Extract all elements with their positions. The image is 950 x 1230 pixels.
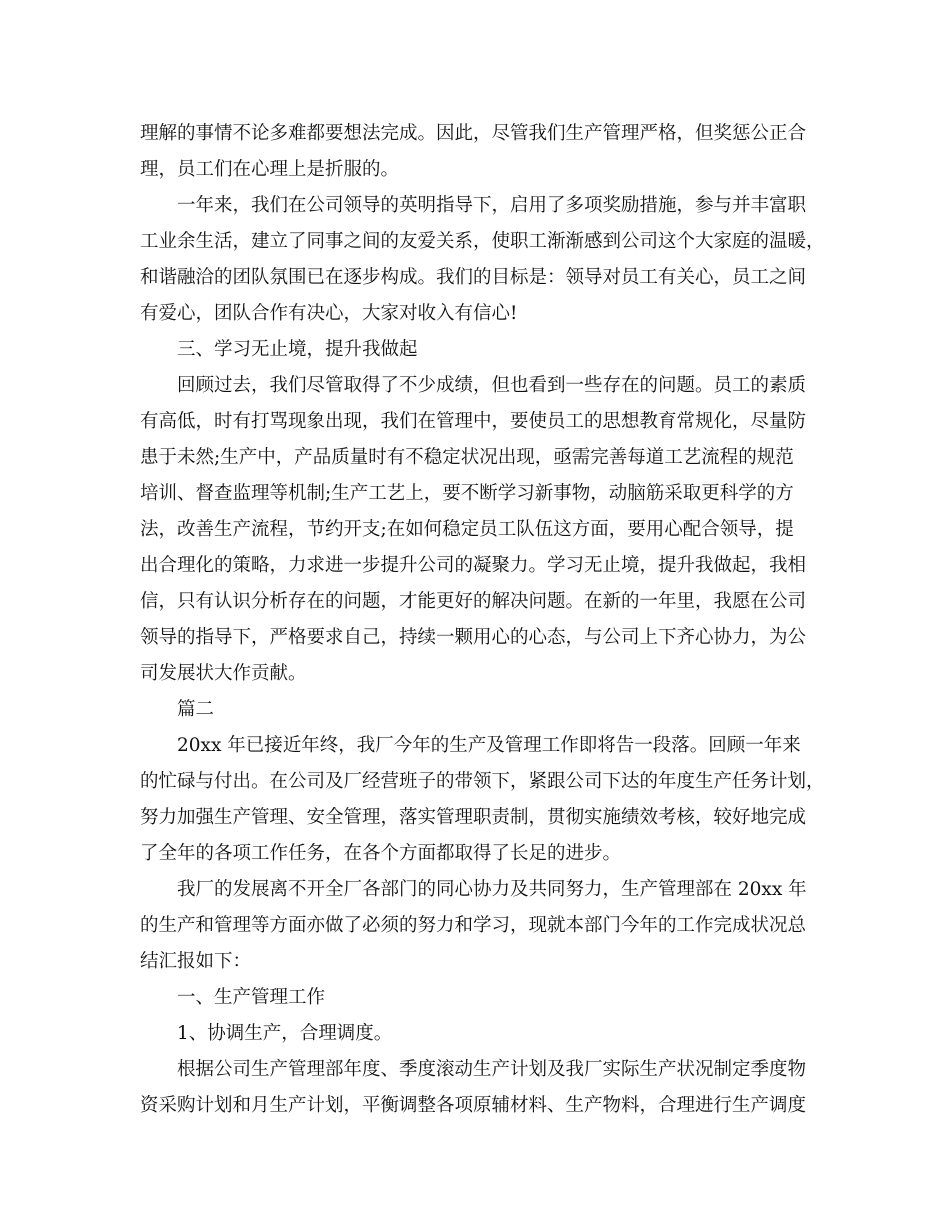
text-line: 患于未然;生产中，产品质量时有不稳定状况出现，亟需完善每道工艺流程的规范 bbox=[140, 447, 794, 468]
chapter-heading: 篇二 bbox=[177, 699, 215, 720]
section-heading: 一、生产管理工作 bbox=[177, 987, 326, 1008]
text-line: 和谐融洽的团队氛围已在逐步构成。我们的目标是：领导对员工有关心，员工之间 bbox=[140, 267, 807, 288]
text-line: 结汇报如下： bbox=[140, 951, 252, 972]
subsection-heading: 1、协调生产，合理调度。 bbox=[177, 1023, 393, 1044]
text-line: 资采购计划和月生产计划，平衡调整各项原辅材料、生产物料，合理进行生产调度 bbox=[140, 1095, 807, 1116]
text-line: 有爱心，团队合作有决心，大家对收入有信心! bbox=[140, 303, 518, 324]
paragraph-start-line: 20xx 年已接近年终，我厂今年的生产及管理工作即将告一段落。回顾一年来 bbox=[177, 735, 801, 756]
text-line: 培训、督查监理等机制;生产工艺上，要不断学习新事物，动脑筋采取更科学的方 bbox=[140, 483, 794, 504]
text-line: 理解的事情不论多难都要想法完成。因此，尽管我们生产管理严格，但奖惩公正合 bbox=[140, 123, 807, 144]
text-line: 努力加强生产管理、安全管理，落实管理职责制，贯彻实施绩效考核，较好地完成 bbox=[140, 807, 807, 828]
text-line: 出合理化的策略，力求进一步提升公司的凝聚力。学习无止境，提升我做起，我相 bbox=[140, 555, 807, 576]
text-line: 司发展状大作贡献。 bbox=[140, 663, 307, 684]
paragraph-start-line: 我厂的发展离不开全厂各部门的同心协力及共同努力，生产管理部在 20xx 年 bbox=[177, 879, 807, 900]
text-line: 的生产和管理等方面亦做了必须的努力和学习，现就本部门今年的工作完成状况总 bbox=[140, 915, 807, 936]
text-line: 工业余生活，建立了同事之间的友爱关系，使职工渐渐感到公司这个大家庭的温暖， bbox=[140, 231, 825, 252]
paragraph-start-line: 根据公司生产管理部年度、季度滚动生产计划及我厂实际生产状况制定季度物 bbox=[177, 1059, 807, 1080]
text-line: 领导的指导下，严格要求自己，持续一颗用心的心态，与公司上下齐心协力，为公 bbox=[140, 627, 807, 648]
text-line: 法，改善生产流程，节约开支;在如何稳定员工队伍这方面，要用心配合领导，提 bbox=[140, 519, 794, 540]
text-line: 有高低，时有打骂现象出现，我们在管理中，要使员工的思想教育常规化，尽量防 bbox=[140, 411, 807, 432]
paragraph-start-line: 回顾过去，我们尽管取得了不少成绩，但也看到一些存在的问题。员工的素质 bbox=[177, 375, 807, 396]
text-line: 信，只有认识分析存在的问题，才能更好的解决问题。在新的一年里，我愿在公司 bbox=[140, 591, 807, 612]
section-heading: 三、学习无止境，提升我做起 bbox=[177, 339, 418, 360]
paragraph-start-line: 一年来，我们在公司领导的英明指导下，启用了多项奖励措施，参与并丰富职 bbox=[177, 195, 807, 216]
text-line: 的忙碌与付出。在公司及厂经营班子的带领下，紧跟公司下达的年度生产任务计划， bbox=[140, 771, 825, 792]
text-line: 理，员工们在心理上是折服的。 bbox=[140, 159, 400, 180]
text-line: 了全年的各项工作任务，在各个方面都取得了长足的进步。 bbox=[140, 843, 622, 864]
